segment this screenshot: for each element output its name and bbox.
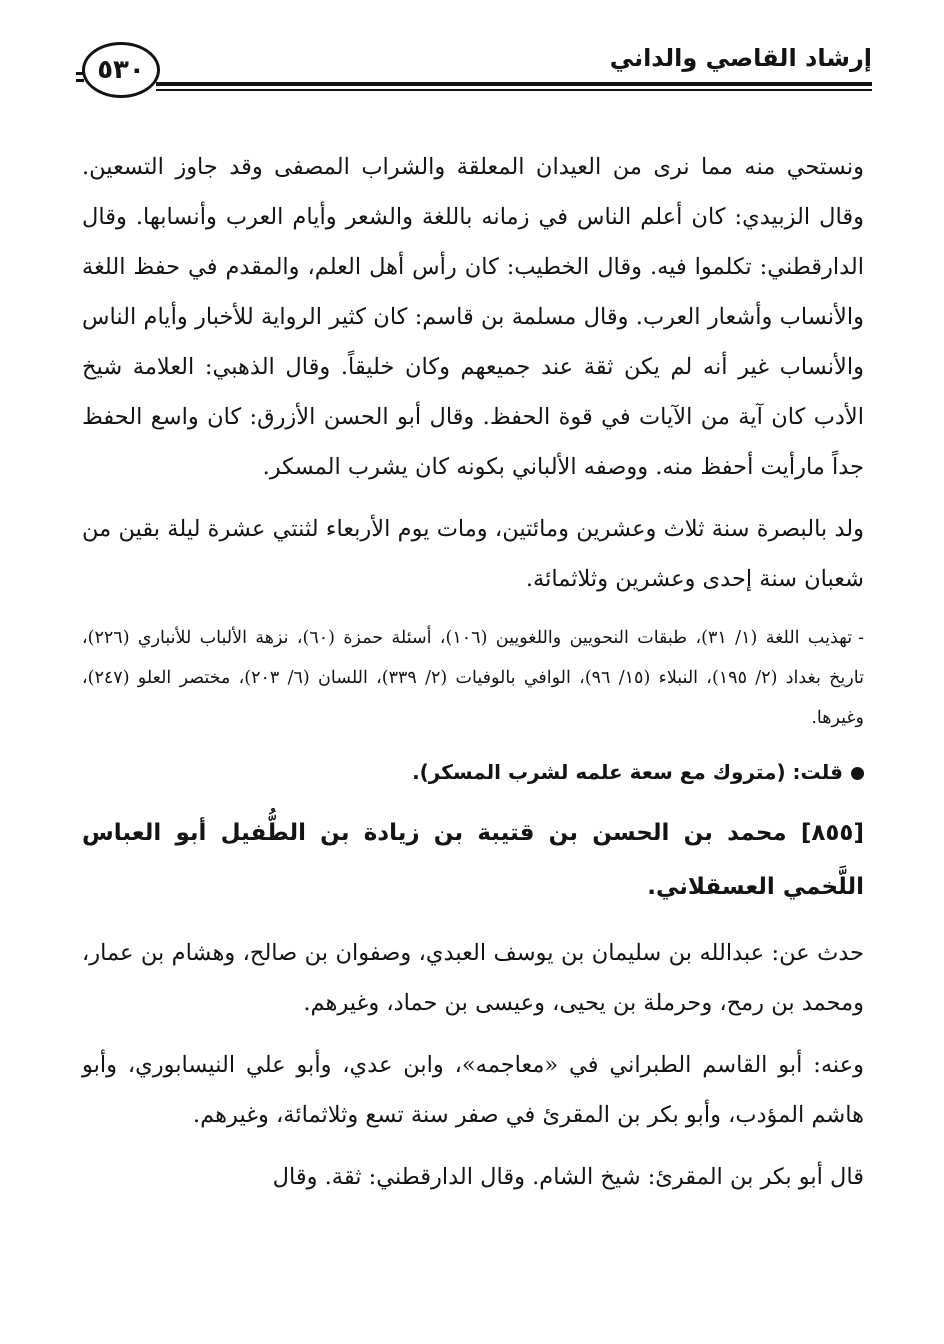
biography-paragraph: ونستحي منه مما نرى من العيدان المعلقة والشراب المصفى وقد جاوز التسعين. وقال الزبيدي: كان أعلم الناس في زمانه باللغة والشعر وأيام العرب وأنسابها. وقال الدارقطني: تكلموا فيه. وقال الخطيب: كان رأس أهل العلم، والمقدم في حفظ اللغة والأنساب وأشعار العرب. وقال مسلمة بن قاسم: كان كثير الرواية للأخبار وأيام الناس والأنساب غير أنه لم يكن ثقة عند جميعهم وكان خليقاً. وقال الذهبي: العلامة شيخ الأدب كان آية من الآيات في قوة الحفظ. وقال أبو الحسن الأزرق: كان واسع الحفظ جداً مارأيت أحفظ منه. ووصفه الألباني بكونه كان يشرب المسكر. [82, 154, 864, 480]
page-number-badge: ٥٣٠ [82, 42, 160, 98]
book-title: إرشاد القاصي والداني [609, 44, 872, 72]
references-dash: - [858, 628, 865, 648]
references-footnote [82, 618, 864, 738]
header-rule-thin [156, 89, 872, 91]
teachers-paragraph: حدث عن: عبدالله بن سليمان بن يوسف العبدي، وصفوان بن صالح، وهشام بن عمار، ومحمد بن رمح، وحرملة بن يحيى، وعيسى بن حماد، وغيرهم. [82, 940, 864, 1016]
students-paragraph: وعنه: أبو القاسم الطبراني في «معاجمه»، وابن عدي، وأبو علي النيسابوري، وأبو هاشم المؤدب، وأبو بكر بن المقرئ في صفر سنة تسع وثلاثمائة، وغيرهم. [82, 1052, 864, 1128]
birth-death-paragraph: ولد بالبصرة سنة ثلاث وعشرين ومائتين، ومات يوم الأربعاء لثنتي عشرة ليلة بقين من شعبان سنة إحدى وعشرين وثلاثمائة. [82, 516, 864, 592]
bullet-icon [851, 767, 864, 780]
verdict-line [82, 750, 864, 794]
references-text: تهذيب اللغة (١/ ٣١)، طبقات النحويين واللغويين (١٠٦)، أسئلة حمزة (٦٠)، نزهة الألباب للأنباري (٢٢٦)، تاريخ بغداد (٢/ ١٩٥)، النبلاء (١٥/ ٩٦)، الوافي بالوفيات (٢/ ٣٣٩)، اللسان (٦/ ٢٠٣)، مختصر العلو (٢٤٧)، وغيرها. [82, 628, 864, 728]
header-rule-thick [156, 82, 872, 86]
running-header [82, 38, 872, 108]
header-rule-stub [76, 79, 84, 82]
page-body [82, 142, 864, 1202]
assessment-paragraph: قال أبو بكر بن المقرئ: شيخ الشام. وقال الدارقطني: ثقة. وقال [272, 1164, 864, 1190]
verdict-text: قلت: (متروك مع سعة علمه لشرب المسكر). [412, 760, 843, 784]
entry-heading: [٨٥٥] محمد بن الحسن بن قتيبة بن زيادة بن الطُّفيل أبو العباس اللَّخمي العسقلاني. [82, 820, 864, 900]
